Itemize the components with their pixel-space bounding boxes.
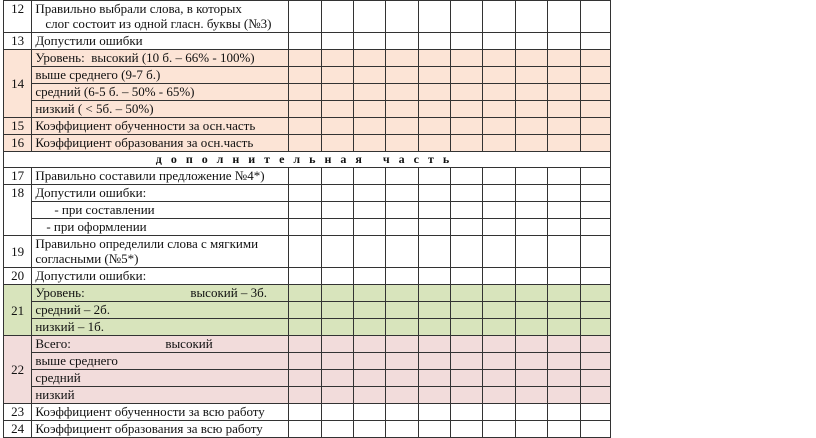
empty-cell (353, 387, 385, 404)
empty-cell (451, 421, 483, 438)
empty-cell (548, 33, 580, 50)
empty-cell (548, 404, 580, 421)
table-row (4, 236, 611, 268)
level-average-row: средний – 2б. (32, 302, 289, 319)
table-row (4, 219, 611, 236)
empty-cell (418, 118, 450, 135)
empty-cell (515, 404, 547, 421)
empty-cell (483, 33, 515, 50)
empty-cell (515, 168, 547, 185)
empty-cell (548, 219, 580, 236)
empty-cell (289, 168, 321, 185)
empty-cell (483, 268, 515, 285)
empty-cell (451, 219, 483, 236)
level-low: низкий ( < 5б. – 50%) (32, 101, 289, 118)
empty-cell (418, 268, 450, 285)
empty-cell (321, 50, 353, 67)
empty-cell (515, 219, 547, 236)
empty-cell (483, 135, 515, 152)
error-formatting: - при оформлении (32, 219, 289, 236)
empty-cell (289, 319, 321, 336)
empty-cell (418, 101, 450, 118)
empty-cell (289, 50, 321, 67)
empty-cell (321, 268, 353, 285)
empty-cell (515, 185, 547, 202)
empty-cell (548, 84, 580, 101)
empty-cell (580, 353, 611, 370)
empty-cell (418, 1, 450, 33)
empty-cell (548, 118, 580, 135)
empty-cell (289, 1, 321, 33)
empty-cell (418, 353, 450, 370)
row-description: Коэффициент образования за всю работу (32, 421, 289, 438)
empty-cell (580, 219, 611, 236)
empty-cell (289, 387, 321, 404)
empty-cell (451, 285, 483, 302)
level-low-row: низкий – 1б. (32, 319, 289, 336)
empty-cell (321, 387, 353, 404)
empty-cell (483, 50, 515, 67)
empty-cell (321, 67, 353, 84)
empty-cell (418, 50, 450, 67)
empty-cell (321, 319, 353, 336)
table-row (4, 387, 611, 404)
row-description: Допустили ошибки (32, 33, 289, 50)
table-row (4, 168, 611, 185)
row-description: Коэффициент образования за осн.часть (32, 135, 289, 152)
empty-cell (289, 336, 321, 353)
empty-cell (483, 168, 515, 185)
empty-cell (353, 219, 385, 236)
empty-cell (548, 302, 580, 319)
empty-cell (451, 101, 483, 118)
row-number: 20 (4, 268, 32, 285)
table-row (4, 67, 611, 84)
total-high-row: Всего: высокий (32, 336, 289, 353)
empty-cell (321, 84, 353, 101)
empty-cell (548, 285, 580, 302)
empty-cell (580, 370, 611, 387)
empty-cell (418, 387, 450, 404)
empty-cell (386, 421, 418, 438)
empty-cell (289, 185, 321, 202)
table-row (4, 404, 611, 421)
empty-cell (451, 370, 483, 387)
empty-cell (548, 387, 580, 404)
empty-cell (515, 67, 547, 84)
empty-cell (289, 404, 321, 421)
row-number: 17 (4, 168, 32, 185)
empty-cell (483, 84, 515, 101)
empty-cell (386, 302, 418, 319)
table-row (4, 319, 611, 336)
empty-cell (321, 336, 353, 353)
empty-cell (580, 202, 611, 219)
empty-cell (386, 336, 418, 353)
row-description: Допустили ошибки: (32, 185, 289, 202)
empty-cell (289, 370, 321, 387)
empty-cell (353, 336, 385, 353)
empty-cell (386, 33, 418, 50)
empty-cell (321, 1, 353, 33)
empty-cell (451, 185, 483, 202)
table-row (4, 84, 611, 101)
empty-cell (548, 1, 580, 33)
empty-cell (580, 302, 611, 319)
empty-cell (580, 84, 611, 101)
empty-cell (548, 236, 580, 268)
empty-cell (548, 421, 580, 438)
empty-cell (515, 33, 547, 50)
empty-cell (321, 353, 353, 370)
empty-cell (289, 219, 321, 236)
empty-cell (321, 302, 353, 319)
empty-cell (418, 421, 450, 438)
empty-cell (515, 302, 547, 319)
empty-cell (386, 236, 418, 268)
empty-cell (515, 421, 547, 438)
empty-cell (289, 33, 321, 50)
section-title: дополнительная часть (4, 152, 611, 168)
empty-cell (483, 404, 515, 421)
empty-cell (386, 219, 418, 236)
empty-cell (451, 84, 483, 101)
empty-cell (289, 285, 321, 302)
empty-cell (386, 370, 418, 387)
results-table (3, 0, 611, 438)
empty-cell (386, 404, 418, 421)
empty-cell (483, 118, 515, 135)
empty-cell (451, 67, 483, 84)
empty-cell (353, 285, 385, 302)
row-description: Допустили ошибки: (32, 268, 289, 285)
empty-cell (289, 118, 321, 135)
table-row (4, 33, 611, 50)
empty-cell (451, 50, 483, 67)
empty-cell (289, 353, 321, 370)
empty-cell (386, 101, 418, 118)
empty-cell (515, 135, 547, 152)
empty-cell (515, 1, 547, 33)
empty-cell (353, 236, 385, 268)
empty-cell (418, 285, 450, 302)
empty-cell (353, 421, 385, 438)
empty-cell (386, 67, 418, 84)
empty-cell (321, 135, 353, 152)
empty-cell (418, 185, 450, 202)
empty-cell (580, 168, 611, 185)
total-low-row: низкий (32, 387, 289, 404)
table-row (4, 421, 611, 438)
empty-cell (515, 101, 547, 118)
empty-cell (418, 336, 450, 353)
empty-cell (483, 67, 515, 84)
empty-cell (451, 33, 483, 50)
empty-cell (418, 219, 450, 236)
empty-cell (483, 101, 515, 118)
empty-cell (548, 336, 580, 353)
empty-cell (483, 236, 515, 268)
row-description: Коэффициент обученности за всю работу (32, 404, 289, 421)
empty-cell (515, 84, 547, 101)
empty-cell (451, 1, 483, 33)
empty-cell (418, 404, 450, 421)
empty-cell (515, 285, 547, 302)
empty-cell (321, 168, 353, 185)
empty-cell (386, 118, 418, 135)
empty-cell (451, 168, 483, 185)
empty-cell (580, 404, 611, 421)
table-row (4, 185, 611, 202)
table-row (4, 1, 611, 33)
empty-cell (515, 370, 547, 387)
row-description: Коэффициент обученности за осн.часть (32, 118, 289, 135)
row-number: 14 (4, 50, 32, 118)
empty-cell (515, 202, 547, 219)
row-number: 12 (4, 1, 32, 33)
empty-cell (515, 353, 547, 370)
empty-cell (386, 268, 418, 285)
empty-cell (289, 421, 321, 438)
empty-cell (353, 202, 385, 219)
empty-cell (353, 268, 385, 285)
empty-cell (483, 421, 515, 438)
empty-cell (483, 202, 515, 219)
empty-cell (353, 353, 385, 370)
empty-cell (418, 302, 450, 319)
empty-cell (353, 118, 385, 135)
empty-cell (289, 236, 321, 268)
empty-cell (548, 67, 580, 84)
empty-cell (418, 168, 450, 185)
empty-cell (386, 285, 418, 302)
empty-cell (386, 387, 418, 404)
empty-cell (386, 84, 418, 101)
empty-cell (386, 50, 418, 67)
empty-cell (418, 370, 450, 387)
empty-cell (515, 50, 547, 67)
level-high-row: Уровень: высокий – 3б. (32, 285, 289, 302)
empty-cell (580, 135, 611, 152)
table-row (4, 118, 611, 135)
empty-cell (580, 336, 611, 353)
empty-cell (580, 118, 611, 135)
empty-cell (548, 353, 580, 370)
empty-cell (353, 404, 385, 421)
empty-cell (289, 135, 321, 152)
empty-cell (451, 135, 483, 152)
empty-cell (483, 336, 515, 353)
empty-cell (451, 387, 483, 404)
empty-cell (451, 202, 483, 219)
total-average-row: средний (32, 370, 289, 387)
table-row (4, 285, 611, 302)
empty-cell (451, 236, 483, 268)
empty-cell (418, 202, 450, 219)
empty-cell (483, 387, 515, 404)
empty-cell (321, 421, 353, 438)
empty-cell (418, 319, 450, 336)
empty-cell (418, 84, 450, 101)
table-row (4, 353, 611, 370)
empty-cell (321, 236, 353, 268)
empty-cell (580, 236, 611, 268)
empty-cell (483, 319, 515, 336)
empty-cell (418, 236, 450, 268)
row-number: 13 (4, 33, 32, 50)
empty-cell (451, 404, 483, 421)
row-description: Правильно определили слова с мягкими согласными (№5*) (32, 236, 289, 268)
empty-cell (353, 101, 385, 118)
empty-cell (289, 67, 321, 84)
empty-cell (451, 353, 483, 370)
empty-cell (451, 302, 483, 319)
empty-cell (386, 135, 418, 152)
empty-cell (451, 319, 483, 336)
empty-cell (483, 285, 515, 302)
empty-cell (548, 202, 580, 219)
empty-cell (418, 33, 450, 50)
empty-cell (418, 135, 450, 152)
empty-cell (548, 135, 580, 152)
empty-cell (353, 168, 385, 185)
empty-cell (483, 302, 515, 319)
empty-cell (580, 319, 611, 336)
empty-cell (548, 168, 580, 185)
row-description: Правильно составили предложение №4*) (32, 168, 289, 185)
empty-cell (483, 219, 515, 236)
empty-cell (515, 387, 547, 404)
empty-cell (451, 268, 483, 285)
empty-cell (353, 33, 385, 50)
level-high: Уровень: высокий (10 б. – 66% - 100%) (32, 50, 289, 67)
empty-cell (353, 84, 385, 101)
empty-cell (353, 67, 385, 84)
empty-cell (580, 67, 611, 84)
empty-cell (353, 302, 385, 319)
empty-cell (289, 202, 321, 219)
table-row (4, 135, 611, 152)
row-number: 15 (4, 118, 32, 135)
empty-cell (515, 336, 547, 353)
empty-cell (548, 319, 580, 336)
empty-cell (548, 101, 580, 118)
empty-cell (451, 336, 483, 353)
table-row (4, 268, 611, 285)
row-number: 16 (4, 135, 32, 152)
empty-cell (289, 302, 321, 319)
empty-cell (353, 1, 385, 33)
empty-cell (386, 353, 418, 370)
empty-cell (548, 370, 580, 387)
empty-cell (353, 135, 385, 152)
section-row (4, 152, 611, 168)
row-number: 19 (4, 236, 32, 268)
empty-cell (483, 353, 515, 370)
empty-cell (353, 50, 385, 67)
empty-cell (321, 202, 353, 219)
empty-cell (515, 118, 547, 135)
row-number: 22 (4, 336, 32, 404)
row-number: 24 (4, 421, 32, 438)
table-row (4, 302, 611, 319)
empty-cell (483, 1, 515, 33)
empty-cell (548, 50, 580, 67)
empty-cell (580, 421, 611, 438)
empty-cell (353, 185, 385, 202)
table-row (4, 101, 611, 118)
empty-cell (386, 168, 418, 185)
empty-cell (515, 236, 547, 268)
total-above-average-row: выше среднего (32, 353, 289, 370)
empty-cell (321, 118, 353, 135)
row-number: 23 (4, 404, 32, 421)
error-composing: - при составлении (32, 202, 289, 219)
empty-cell (580, 185, 611, 202)
empty-cell (353, 319, 385, 336)
empty-cell (321, 219, 353, 236)
table-row (4, 50, 611, 67)
empty-cell (386, 185, 418, 202)
empty-cell (386, 1, 418, 33)
table-row (4, 370, 611, 387)
empty-cell (548, 185, 580, 202)
empty-cell (580, 101, 611, 118)
empty-cell (321, 101, 353, 118)
empty-cell (321, 404, 353, 421)
empty-cell (321, 370, 353, 387)
empty-cell (580, 387, 611, 404)
empty-cell (515, 268, 547, 285)
empty-cell (353, 370, 385, 387)
empty-cell (386, 319, 418, 336)
empty-cell (321, 185, 353, 202)
row-number: 21 (4, 285, 32, 336)
table-row (4, 336, 611, 353)
table-row (4, 202, 611, 219)
empty-cell (289, 101, 321, 118)
empty-cell (548, 268, 580, 285)
row-description: Правильно выбрали слова, в которых слог состоит из одной гласн. буквы (№3) (32, 1, 289, 33)
empty-cell (321, 285, 353, 302)
empty-cell (580, 285, 611, 302)
row-number: 18 (4, 185, 32, 236)
empty-cell (289, 268, 321, 285)
empty-cell (483, 185, 515, 202)
empty-cell (386, 202, 418, 219)
empty-cell (451, 118, 483, 135)
empty-cell (483, 370, 515, 387)
empty-cell (321, 33, 353, 50)
level-above-average: выше среднего (9-7 б.) (32, 67, 289, 84)
level-average: средний (6-5 б. – 50% - 65%) (32, 84, 289, 101)
empty-cell (580, 33, 611, 50)
empty-cell (418, 67, 450, 84)
empty-cell (580, 268, 611, 285)
empty-cell (580, 50, 611, 67)
empty-cell (580, 1, 611, 33)
empty-cell (515, 319, 547, 336)
empty-cell (289, 84, 321, 101)
